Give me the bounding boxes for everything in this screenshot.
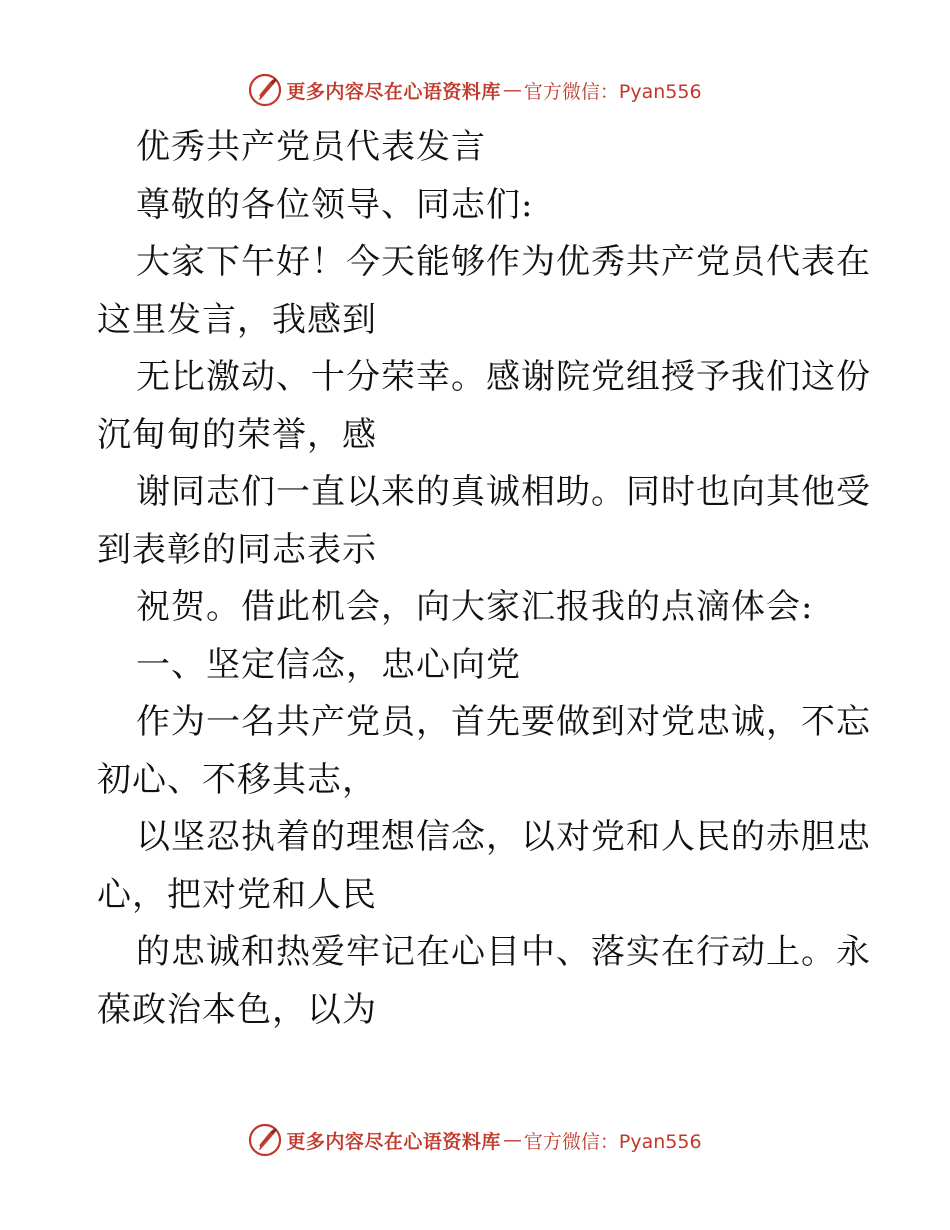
watermark-contact: 官方微信：Pyan556 (523, 80, 702, 103)
doc-section-heading: 一、坚定信念，忠心向党 (136, 644, 521, 685)
doc-line: 的忠诚和热爱牢记在心目中、落实在行动上。永 (136, 932, 871, 972)
quill-pen-logo-icon (248, 73, 282, 107)
doc-line: 谢同志们一直以来的真诚相助。同时也向其他受 (136, 472, 871, 512)
doc-title: 优秀共产党员代表发言 (136, 127, 486, 167)
watermark-separator: — (502, 1129, 522, 1151)
doc-line: 祝贺。借此机会，向大家汇报我的点滴体会: (136, 587, 814, 627)
watermark-title: 更多内容尽在心语资料库 (286, 80, 501, 103)
doc-salutation: 尊敬的各位领导、同志们: (136, 184, 534, 225)
watermark-separator: — (502, 79, 522, 101)
doc-line: 这里发言，我感到 (97, 299, 377, 340)
doc-line: 初心、不移其志， (97, 759, 377, 800)
doc-line: 心，把对党和人民 (97, 874, 377, 915)
quill-pen-logo-icon (248, 1123, 282, 1157)
doc-line: 葆政治本色，以为 (97, 989, 377, 1030)
watermark-contact: 官方微信：Pyan556 (523, 1130, 702, 1153)
doc-line: 作为一名共产党员，首先要做到对党忠诚，不忘 (136, 702, 871, 742)
header-watermark (0, 70, 950, 110)
doc-line: 大家下午好！今天能够作为优秀共产党员代表在 (136, 242, 871, 282)
doc-line: 以坚忍执着的理想信念，以对党和人民的赤胆忠 (136, 817, 871, 857)
doc-line: 沉甸甸的荣誉，感 (97, 414, 377, 455)
footer-watermark (0, 1120, 950, 1160)
document-body (97, 119, 871, 1039)
watermark-title: 更多内容尽在心语资料库 (286, 1130, 501, 1153)
doc-line: 无比激动、十分荣幸。感谢院党组授予我们这份 (136, 357, 871, 397)
doc-line: 到表彰的同志表示 (97, 529, 377, 570)
